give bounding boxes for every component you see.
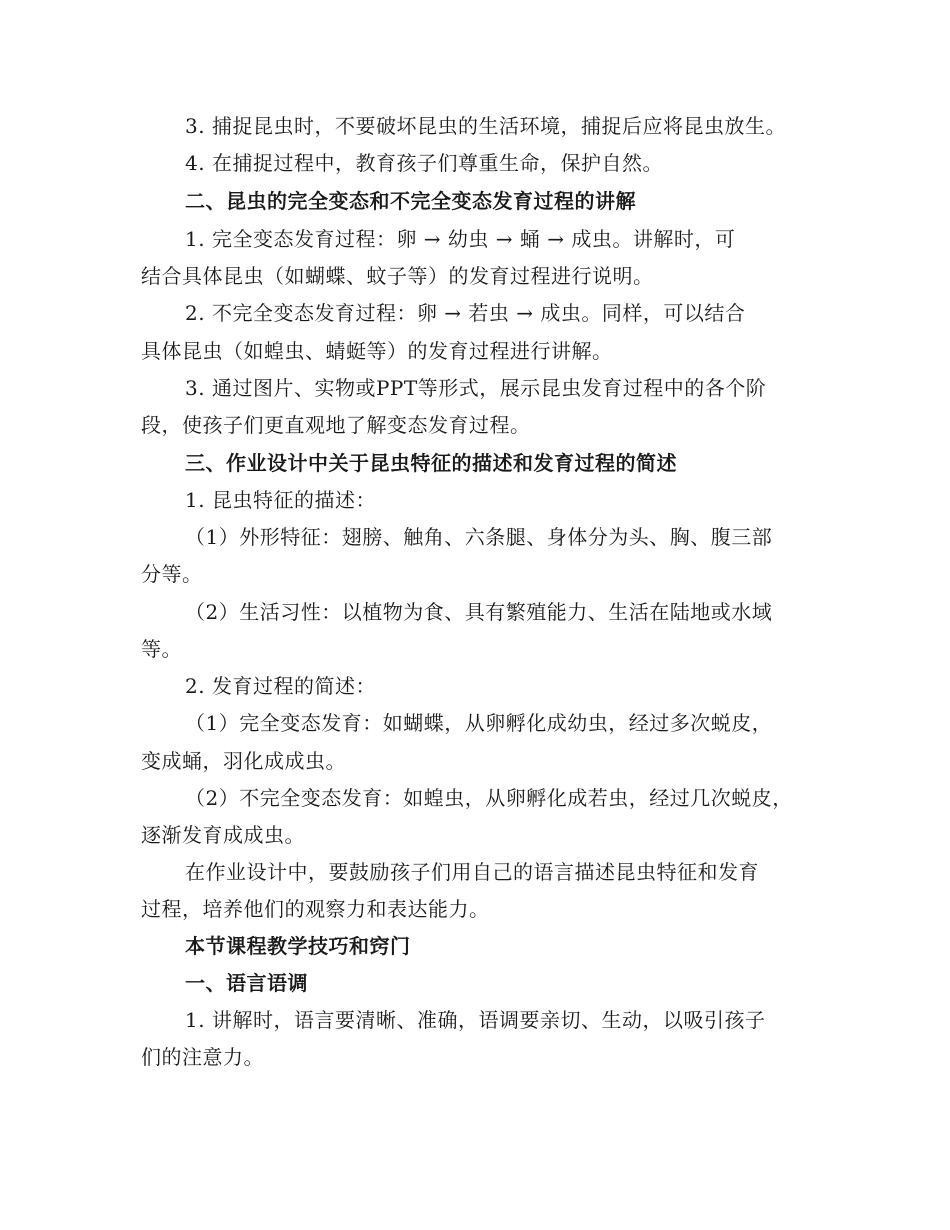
paragraph-incomplete-metamorphosis-line1: 2. 不完全变态发育过程：卵 → 若虫 → 成虫。同样，可以结合 — [185, 301, 746, 325]
paragraph-language-line2: 们的注意力。 — [141, 1045, 264, 1069]
paragraph-butterfly-line1: （1）完全变态发育：如蝴蝶，从卵孵化成幼虫，经过多次蜕皮， — [185, 711, 773, 735]
paragraph-habits-line1: （2）生活习性：以植物为食、具有繁殖能力、生活在陆地或水域 — [185, 600, 773, 624]
section-heading-teaching-tips: 本节课程教学技巧和窍门 — [185, 934, 411, 958]
paragraph-locust-line1: （2）不完全变态发育：如蝗虫，从卵孵化成若虫，经过几次蜕皮， — [185, 786, 793, 810]
section-heading-3: 三、作业设计中关于昆虫特征的描述和发育过程的简述 — [185, 451, 677, 475]
paragraph-ppt-demo-line2: 段，使孩子们更直观地了解变态发育过程。 — [141, 413, 531, 437]
paragraph-language-line1: 1. 讲解时，语言要清晰、准确，语调要亲切、生动，以吸引孩子 — [185, 1008, 766, 1032]
paragraph-habits-line2: 等。 — [141, 637, 182, 661]
paragraph-complete-metamorphosis-line2: 结合具体昆虫（如蝴蝶、蚊子等）的发育过程进行说明。 — [141, 264, 654, 288]
list-item-insect-features: 1. 昆虫特征的描述： — [185, 488, 376, 512]
paragraph-appearance-line2: 分等。 — [141, 562, 203, 586]
paragraph-homework-line1: 在作业设计中，要鼓励孩子们用自己的语言描述昆虫特征和发育 — [185, 860, 759, 884]
section-heading-2: 二、昆虫的完全变态和不完全变态发育过程的讲解 — [185, 189, 636, 213]
paragraph-butterfly-line2: 变成蛹，羽化成成虫。 — [141, 749, 346, 773]
paragraph-complete-metamorphosis-line1: 1. 完全变态发育过程：卵 → 幼虫 → 蛹 → 成虫。讲解时，可 — [185, 227, 736, 251]
list-item-development-summary: 2. 发育过程的简述： — [185, 674, 376, 698]
paragraph-locust-line2: 逐渐发育成成虫。 — [141, 823, 305, 847]
list-item-3-catch-environment: 3. 捕捉昆虫时，不要破坏昆虫的生活环境，捕捉后应将昆虫放生。 — [185, 114, 786, 138]
list-item-4-respect-life: 4. 在捕捉过程中，教育孩子们尊重生命，保护自然。 — [185, 151, 663, 175]
paragraph-incomplete-metamorphosis-line2: 具体昆虫（如蝗虫、蜻蜓等）的发育过程进行讲解。 — [141, 339, 613, 363]
paragraph-homework-line2: 过程，培养他们的观察力和表达能力。 — [141, 897, 490, 921]
paragraph-ppt-demo-line1: 3. 通过图片、实物或PPT等形式，展示昆虫发育过程中的各个阶 — [185, 376, 767, 400]
paragraph-appearance-line1: （1）外形特征：翅膀、触角、六条腿、身体分为头、胸、腹三部 — [185, 525, 773, 549]
section-heading-language-tone: 一、语言语调 — [185, 971, 308, 995]
